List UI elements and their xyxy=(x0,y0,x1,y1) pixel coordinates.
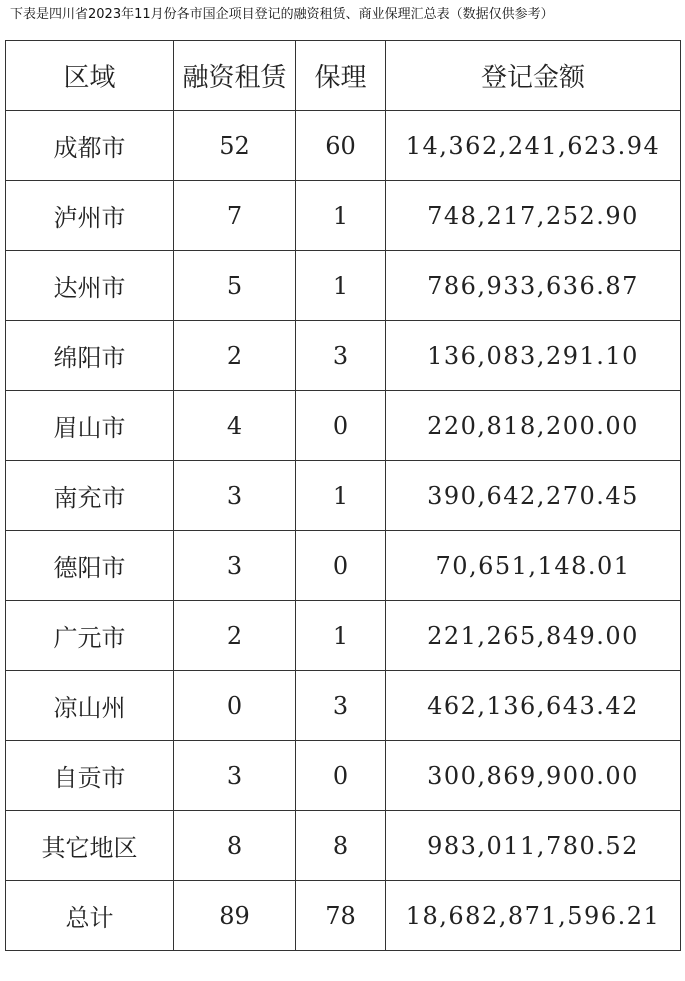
factoring-count-cell: 60 xyxy=(296,111,386,181)
table-row xyxy=(6,461,681,531)
table-row xyxy=(6,601,681,671)
leasing-count-cell: 3 xyxy=(174,741,296,811)
region-cell: 自贡市 xyxy=(6,741,174,811)
factoring-count-cell: 0 xyxy=(296,741,386,811)
region-cell: 凉山州 xyxy=(6,671,174,741)
table-row xyxy=(6,251,681,321)
leasing-count-cell: 8 xyxy=(174,811,296,881)
factoring-count-cell: 3 xyxy=(296,671,386,741)
region-cell: 眉山市 xyxy=(6,391,174,461)
amount-cell: 786,933,636.87 xyxy=(386,251,681,321)
factoring-count-cell: 3 xyxy=(296,321,386,391)
table-row xyxy=(6,811,681,881)
total-row xyxy=(6,881,681,951)
table-row xyxy=(6,181,681,251)
leasing-count-cell: 3 xyxy=(174,531,296,601)
leasing-count-cell: 3 xyxy=(174,461,296,531)
leasing-count-cell: 89 xyxy=(174,881,296,951)
table-row xyxy=(6,671,681,741)
leasing-count-cell: 2 xyxy=(174,601,296,671)
factoring-count-cell: 1 xyxy=(296,251,386,321)
table-row xyxy=(6,531,681,601)
header-row xyxy=(6,41,681,111)
region-cell: 泸州市 xyxy=(6,181,174,251)
table-row xyxy=(6,741,681,811)
region-cell: 达州市 xyxy=(6,251,174,321)
header-factoring: 保理 xyxy=(296,41,386,111)
amount-cell: 221,265,849.00 xyxy=(386,601,681,671)
leasing-count-cell: 2 xyxy=(174,321,296,391)
leasing-count-cell: 0 xyxy=(174,671,296,741)
factoring-count-cell: 1 xyxy=(296,601,386,671)
leasing-count-cell: 52 xyxy=(174,111,296,181)
factoring-count-cell: 0 xyxy=(296,391,386,461)
amount-cell: 14,362,241,623.94 xyxy=(386,111,681,181)
amount-cell: 136,083,291.10 xyxy=(386,321,681,391)
region-cell: 总计 xyxy=(6,881,174,951)
region-cell: 广元市 xyxy=(6,601,174,671)
factoring-count-cell: 0 xyxy=(296,531,386,601)
table-row xyxy=(6,111,681,181)
amount-cell: 18,682,871,596.21 xyxy=(386,881,681,951)
table-row xyxy=(6,391,681,461)
leasing-count-cell: 4 xyxy=(174,391,296,461)
factoring-count-cell: 1 xyxy=(296,461,386,531)
region-cell: 成都市 xyxy=(6,111,174,181)
leasing-count-cell: 7 xyxy=(174,181,296,251)
leasing-count-cell: 5 xyxy=(174,251,296,321)
region-cell: 南充市 xyxy=(6,461,174,531)
region-cell: 绵阳市 xyxy=(6,321,174,391)
amount-cell: 983,011,780.52 xyxy=(386,811,681,881)
amount-cell: 462,136,643.42 xyxy=(386,671,681,741)
amount-cell: 390,642,270.45 xyxy=(386,461,681,531)
factoring-count-cell: 78 xyxy=(296,881,386,951)
table-caption: 下表是四川省2023年11月份各市国企项目登记的融资租赁、商业保理汇总表（数据仅供参考） xyxy=(10,7,554,22)
region-cell: 德阳市 xyxy=(6,531,174,601)
factoring-count-cell: 8 xyxy=(296,811,386,881)
amount-cell: 70,651,148.01 xyxy=(386,531,681,601)
header-registered-amount: 登记金额 xyxy=(386,41,681,111)
summary-table xyxy=(5,40,681,951)
amount-cell: 300,869,900.00 xyxy=(386,741,681,811)
amount-cell: 748,217,252.90 xyxy=(386,181,681,251)
header-region: 区域 xyxy=(6,41,174,111)
amount-cell: 220,818,200.00 xyxy=(386,391,681,461)
table-row xyxy=(6,321,681,391)
header-financial-leasing: 融资租赁 xyxy=(174,41,296,111)
region-cell: 其它地区 xyxy=(6,811,174,881)
factoring-count-cell: 1 xyxy=(296,181,386,251)
